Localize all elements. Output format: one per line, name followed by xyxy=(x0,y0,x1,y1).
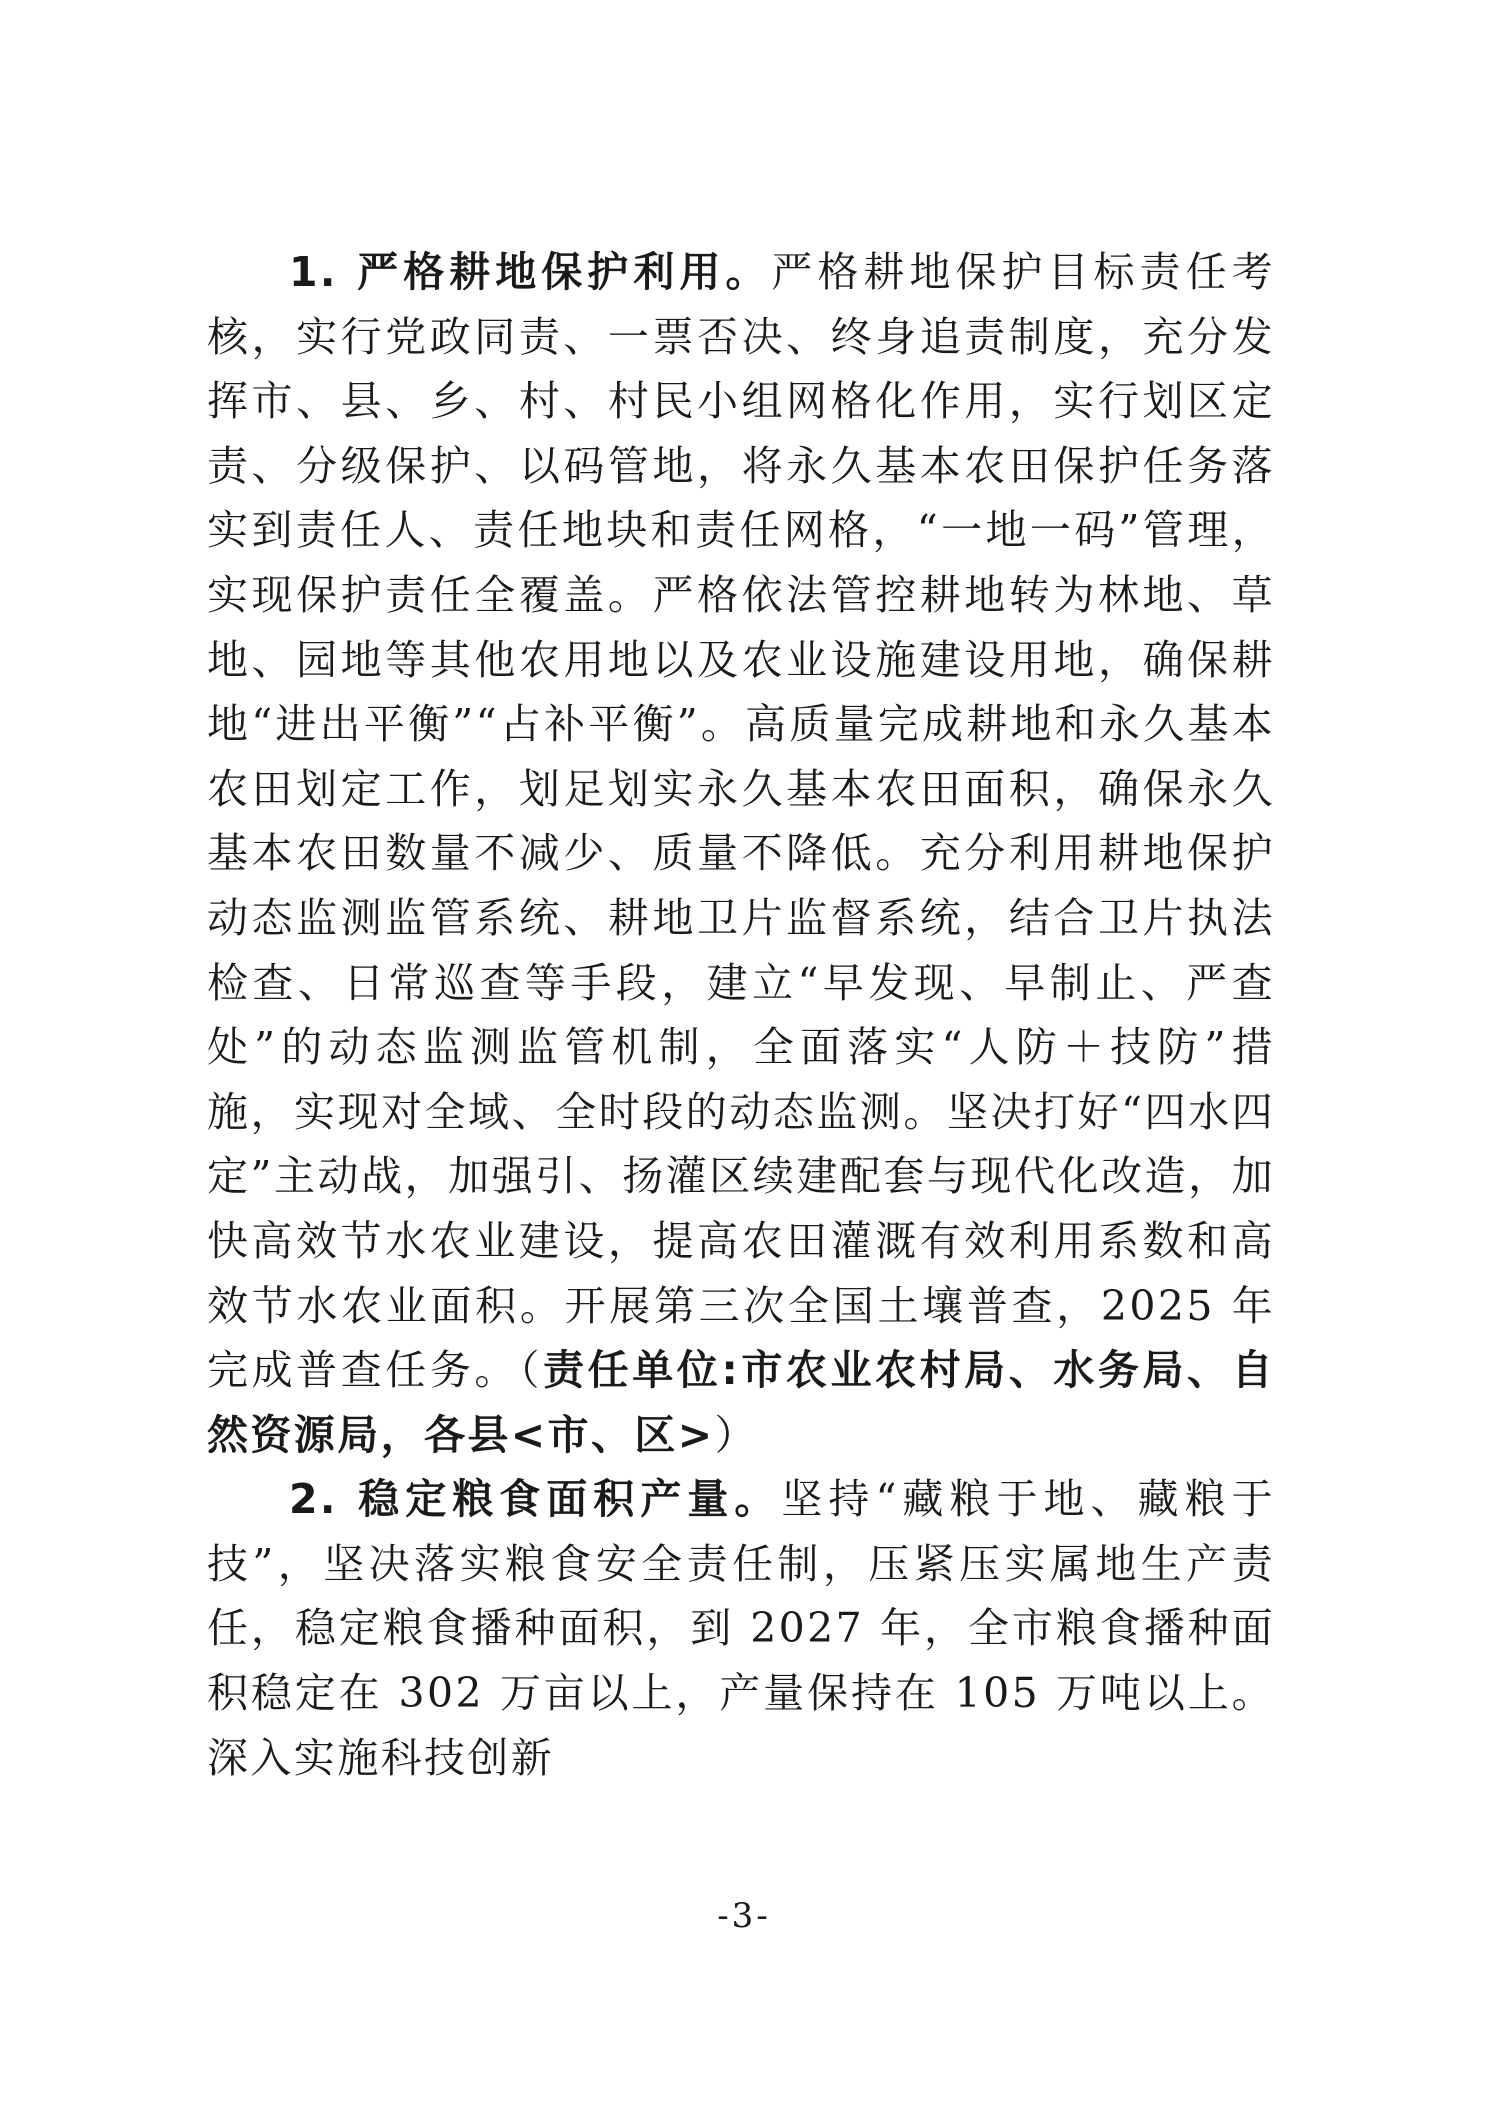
section-2-heading: 2. 稳定粮食面积产量。 xyxy=(289,1475,782,1524)
section-2-paragraph xyxy=(207,1467,1275,1790)
document-page xyxy=(207,240,1275,1790)
section-2-body: 坚持“藏粮于地、藏粮于技”，坚决落实粮食安全责任制，压紧压实属地生产责任，稳定粮食播种面积，到 2027 年，全市粮食播种面积稳定在 302 万亩以上，产量保持在 105 万吨以上。深入实施科技创新 xyxy=(207,1475,1275,1782)
section-1-responsibility: 责任单位:市农业农村局、水务局、自然资源局，各县<市、区> xyxy=(207,1346,1275,1459)
section-1-responsibility-open: （ xyxy=(519,1346,544,1395)
section-1-paragraph xyxy=(207,240,1275,1467)
section-1-body: 严格耕地保护目标责任考核，实行党政同责、一票否决、终身追责制度，充分发挥市、县、乡、村、村民小组网格化作用，实行划区定责、分级保护、以码管地，将永久基本农田保护任务落实到责任人、责任地块和责任网格，“一地一码”管理，实现保护责任全覆盖。严格依法管控耕地转为林地、草地、园地等其他农用地以及农业设施建设用地，确保耕地“进出平衡”“占补平衡”。高质量完成耕地和永久基本农田划定工作，划足划实永久基本农田面积，确保永久基本农田数量不减少、质量不降低。充分利用耕地保护动态监测监管系统、耕地卫片监督系统，结合卫片执法检查、日常巡查等手段，建立“早发现、早制止、严查处”的动态监测监管机制，全面落实“人防＋技防”措施，实现对全域、全时段的动态监测。坚决打好“四水四定”主动战，加强引、扬灌区续建配套与现代化改造，加快高效节水农业建设，提高农田灌溉有效利用系数和高效节水农业面积。开展第三次全国土壤普查，2025 年完成普查任务。 xyxy=(207,248,1275,1395)
page-number: -3- xyxy=(717,1896,771,1936)
section-1-responsibility-close: ） xyxy=(714,1410,758,1459)
section-1-heading: 1. 严格耕地保护利用。 xyxy=(289,248,772,296)
